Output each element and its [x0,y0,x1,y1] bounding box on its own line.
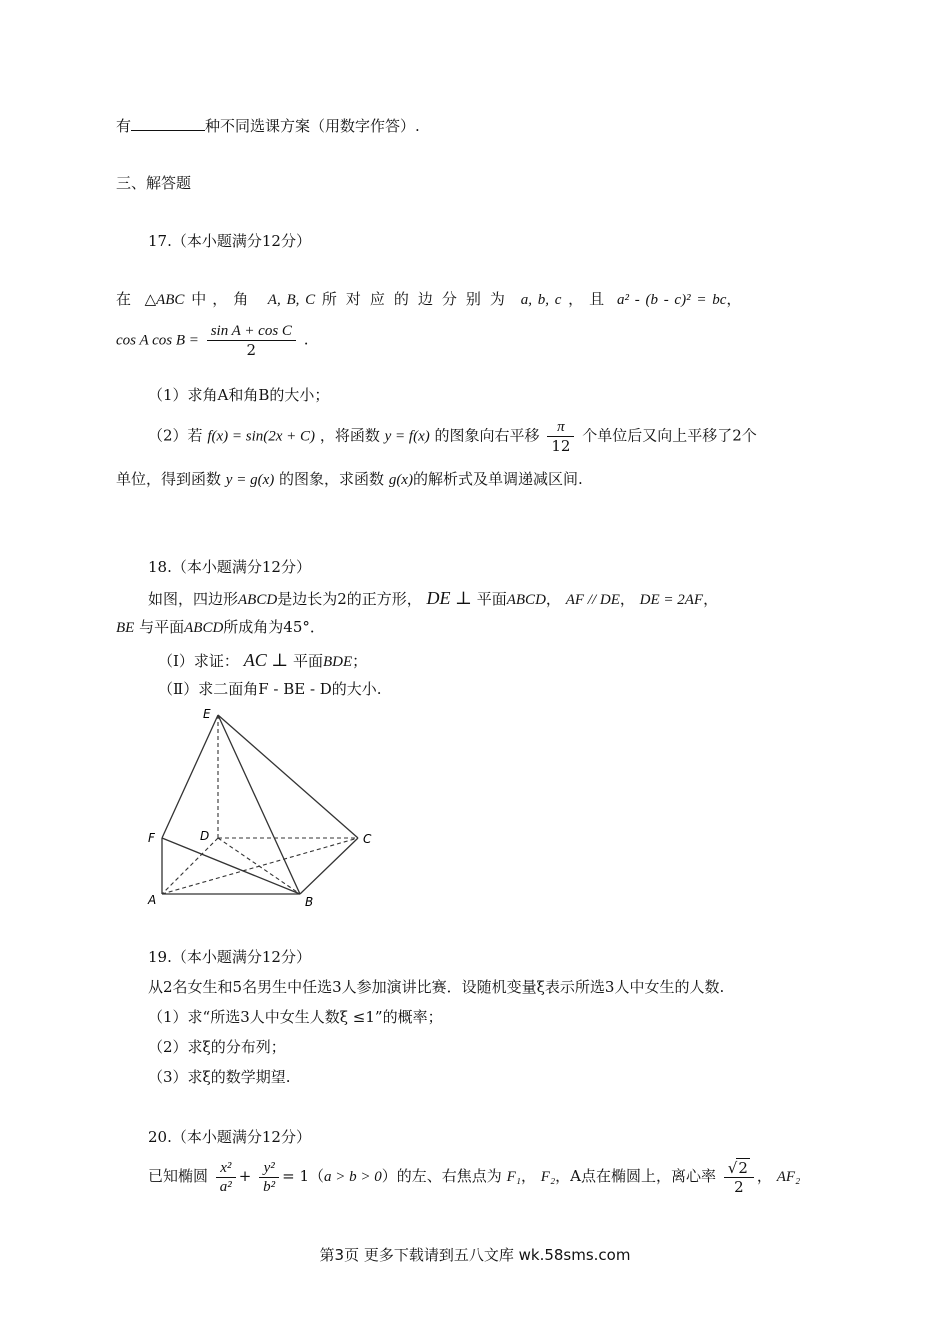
q17-text: 的解析式及单调递减区间. [412,470,583,488]
edge-BC [300,838,358,894]
fraction-numerator: π [547,418,574,437]
edge-EC [218,715,358,838]
q17-stem-line1 [116,290,741,309]
q18-text: 所成角为45°． [223,618,325,636]
q17-part2-line1 [148,418,757,455]
q20-focus-2: F₂ [540,1169,556,1185]
q18-text: （Ⅰ）求证： [158,652,239,670]
q18-plane-bde: BDE [322,654,353,670]
q18-stem-line2 [116,618,325,637]
q17-equation-2-left: cos A cos B = [116,332,199,349]
q20-text: = 1（ [282,1167,325,1185]
q17-part2-line2 [116,470,583,489]
q17-text: 在 [116,290,132,308]
q18-ac-perp: AC ⊥ [243,650,289,670]
q20-text: ， [756,1167,772,1185]
fraction-denominator: 12 [551,437,571,455]
q20-y-fraction [259,1159,279,1196]
label-D: D [200,829,210,843]
q17-text: 单位，得到函数 [116,470,222,488]
q18-stem-line1 [148,588,718,610]
answer-blank [131,116,205,131]
q18-text: 是边长为2的正方形， [277,590,422,608]
q17-equation-2-fraction [207,322,296,359]
q17-text: 中，角 [191,290,255,308]
q19-part3: （3）求ξ的数学期望. [148,1068,291,1086]
fraction-denominator: a² [219,1178,232,1195]
q17-sides: a, b, c [520,292,562,308]
q18-text: 与平面 [139,618,185,636]
q17-text: ， [726,290,742,308]
q17-text: （2）若 [148,426,203,445]
q19-header: 19.（本小题满分12分） [148,948,311,966]
q20-text: ，A点在椭圆上，离心率 [555,1167,717,1185]
q18-part2: （Ⅱ）求二面角F - BE - D的大小. [158,680,382,698]
q18-de-eq: DE = 2AF [639,592,704,608]
q20-plus: + [238,1167,252,1185]
q20-text: ）的左、右焦点为 [381,1167,502,1185]
q20-eccentricity [724,1158,754,1196]
blank-prefix: 有 [116,117,132,135]
q18-plane: ABCD [184,620,224,636]
q17-text: ，且 [568,290,611,308]
q18-square: ABCD [238,592,278,608]
fraction-numerator: y² [259,1159,279,1178]
label-A: A [148,893,157,907]
q17-stem-line2 [116,322,309,359]
q17-text: 个单位后又向上平移了2个 [582,426,757,445]
q20-focus-1: F₁ [506,1169,521,1185]
q18-text: ， [703,590,719,608]
label-E: E [203,707,211,721]
q17-function-y: y = f(x) [384,428,430,445]
q18-text: ， [619,590,635,608]
label-F: F [148,831,155,845]
q17-text: 所对应的边分别为 [321,290,514,308]
q18-text: 平面 [476,590,507,608]
fraction-denominator: b² [263,1178,276,1195]
q20-header: 20.（本小题满分12分） [148,1128,311,1146]
q19-part2: （2）求ξ的分布列； [148,1038,286,1056]
label-B: B [305,895,314,909]
q17-shift-fraction [547,418,574,455]
q20-stem [148,1158,800,1196]
sqrt-radicand: 2 [738,1159,748,1177]
q17-equation-1: a² - (b - c)² = bc [616,292,727,308]
q17-angles: A, B, C [267,292,316,308]
q19-part1: （1）求“所选3人中女生人数ξ ≤1”的概率； [148,1008,443,1026]
fraction-denominator: 2 [734,1178,744,1196]
page-footer: 第3页 更多下载请到五八文库 wk.58sms.com [319,1246,631,1264]
q18-text: ， [545,590,561,608]
fraction-numerator: sin A + cos C [207,322,296,341]
fraction-denominator: 2 [246,341,257,359]
q18-text: 如图，四边形 [148,590,239,608]
label-C: C [363,832,372,846]
q17-header: 17.（本小题满分12分） [148,232,311,250]
fraction-numerator: x² [216,1159,236,1178]
section-title: 三、解答题 [116,174,192,192]
q20-x-fraction [216,1159,236,1196]
q18-part1 [158,650,367,672]
q20-af2: AF₂ [776,1169,801,1185]
q18-solid-figure [140,700,390,915]
q20-text: 已知椭圆 [148,1167,209,1185]
q20-condition: a > b > 0 [324,1169,382,1185]
q17-function-g: y = g(x) [225,472,275,488]
q17-text: 的图象，求函数 [279,470,385,488]
q17-part1: （1）求角A和角B的大小； [148,386,330,404]
q18-af-parallel: AF // DE [565,592,620,608]
q18-text: ； [352,652,368,670]
q18-be: BE [116,620,135,636]
fraction-numerator: √2 [724,1158,754,1178]
q18-text: 平面 [292,652,323,670]
q17-function-gx: g(x) [388,472,413,488]
q20-text: ， [520,1167,536,1185]
blank-suffix: 种不同选课方案（用数字作答）. [205,117,420,135]
q17-text: 的图象向右平移 [434,426,540,445]
q18-plane: ABCD [506,592,546,608]
q17-text: . [303,330,309,349]
q19-stem: 从2名女生和5名男生中任选3人参加演讲比赛．设随机变量ξ表示所选3人中女生的人数. [148,978,725,996]
q17-text: ，将函数 [319,426,380,445]
q18-de-perp: DE ⊥ [426,588,472,608]
edge-EF [162,715,218,838]
edge-EB [218,715,300,894]
q18-header: 18.（本小题满分12分） [148,558,311,576]
fill-blank-line [116,116,420,135]
q17-triangle: △ABC [144,292,185,308]
q17-function-f: f(x) = sin(2x + C) [207,428,316,445]
